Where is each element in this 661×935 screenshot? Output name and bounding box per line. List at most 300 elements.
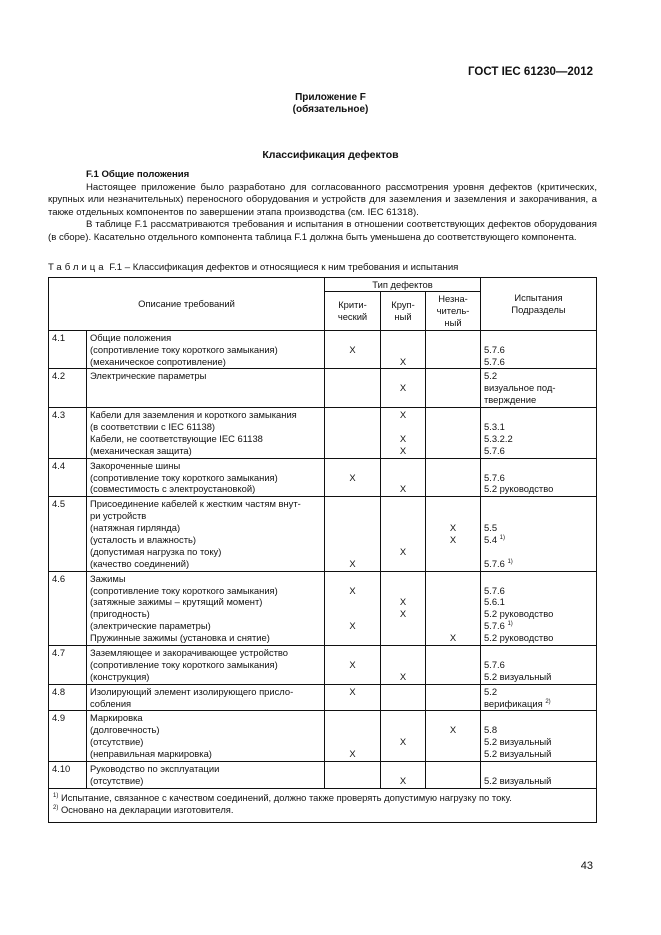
minor-mark [429,546,477,558]
test-subsection-cell [481,458,597,497]
requirement-description-text: Общие положения [90,331,172,343]
minor-mark [429,460,477,472]
requirement-description-text: (натяжная гирлянда) [90,522,181,534]
major-mark [384,647,422,659]
minor-mark-cell [426,458,481,497]
test-subsection [484,736,593,748]
critical-mark-text: X [349,658,356,670]
critical-mark-text: X [349,620,356,632]
requirement-description [90,370,321,382]
test-subsection-text: 5.7.6 [484,658,505,670]
requirement-description [90,344,321,356]
table-row [49,762,597,789]
requirement-description-text: (в соответствии с IEC 61138) [90,420,216,432]
critical-mark-text: X [349,685,356,697]
test-subsection-text: 5.7.6 [484,620,505,632]
requirement-description-text: (электрические параметры) [90,620,211,632]
minor-mark [429,736,477,748]
minor-mark [429,498,477,510]
paragraph: В таблице F.1 рассматриваются требования и испытания в отношении соответствующих дефектов оборудования (в сборе). Касательно отдельного компонента таблица F.1 должна быть уменьшена до соответствующего компонента. [48,219,597,243]
major-mark [384,421,422,433]
major-mark [384,498,422,510]
critical-mark [328,748,377,760]
major-mark [384,356,422,368]
minor-mark [429,686,477,698]
minor-mark [429,585,477,597]
header-critical: Крити- ческий [325,292,381,331]
minor-mark [429,534,477,546]
major-mark-text: X [399,545,407,557]
footnote-ref: 1) [499,534,505,541]
test-subsection-text: 5.7.6 [484,471,505,483]
minor-mark [429,394,477,406]
requirement-description-text: Кабели, не соответствующие IEC 61138 [90,432,263,444]
paragraph: Настоящее приложение было разработано для согласованного рассмотрения уровня дефектов (критических, крупных или незначительных) переносного оборудования и устройств для заземления и заземления и закорачивания, а также отдельных компонентов по завершении этапа производства (см. IEC 61318). [48,181,597,218]
major-mark-cell [381,571,426,645]
requirement-description-text: (отсутствие) [90,774,144,786]
test-subsection [484,596,593,608]
requirement-description [90,546,321,558]
test-subsection [484,534,593,546]
requirement-description [90,445,321,457]
test-subsection-cell [481,497,597,571]
test-subsection-text: тверждение [484,394,537,406]
critical-mark [328,433,377,445]
critical-mark-cell [325,369,381,408]
requirement-description [90,409,321,421]
test-subsection-cell [481,330,597,369]
page-number: 43 [580,860,593,872]
major-mark [384,671,422,683]
critical-mark [328,370,377,382]
test-subsection-text: 5.4 [484,533,498,545]
requirement-number: 4.3 [49,408,87,459]
critical-mark-text: X [349,584,356,596]
major-mark-text: X [399,432,407,444]
minor-mark-cell [426,497,481,571]
table-row [49,369,597,408]
major-mark [384,632,422,644]
minor-mark-cell [426,762,481,789]
test-subsection-text: 5.2 руководство [484,483,554,495]
major-mark-text: X [399,409,407,421]
critical-mark [328,356,377,368]
requirement-description [90,632,321,644]
minor-mark [429,647,477,659]
requirement-description [90,585,321,597]
footnote [53,804,592,816]
requirement-description [90,332,321,344]
test-subsection-text: 5.7.6 [484,584,505,596]
requirement-number: 4.5 [49,497,87,571]
table-row [49,645,597,684]
minor-mark [429,332,477,344]
critical-mark [328,522,377,534]
critical-mark [328,546,377,558]
major-mark [384,596,422,608]
major-mark [384,546,422,558]
table-row [49,571,597,645]
table-row [49,458,597,497]
test-subsection [484,510,593,522]
test-subsection-text: 5.8 [484,724,498,736]
requirement-description [90,356,321,368]
major-mark-cell [381,497,426,571]
requirement-description-text: (сопротивление току короткого замыкания) [90,471,278,483]
major-mark-cell [381,458,426,497]
test-subsection-text: верификация [484,697,543,709]
major-mark-cell [381,645,426,684]
minor-mark [429,382,477,394]
minor-mark-cell [426,645,481,684]
test-subsection-text: 5.3.1 [484,420,505,432]
major-mark [384,775,422,787]
requirement-description [90,620,321,632]
test-subsection-text: 5.2 визуальный [484,670,552,682]
critical-mark [328,712,377,724]
major-mark-cell [381,711,426,762]
requirement-description-cell [87,762,325,789]
test-subsection-text: 5.2 визуальный [484,748,552,760]
minor-mark [429,433,477,445]
caption-prefix: Таблица [48,262,107,273]
critical-mark [328,332,377,344]
minor-mark [429,573,477,585]
test-subsection-text: 5.7.6 [484,355,505,367]
critical-mark [328,596,377,608]
critical-mark [328,608,377,620]
requirement-description [90,671,321,683]
minor-mark [429,763,477,775]
test-subsection-cell [481,645,597,684]
annex-status: (обязательное) [292,104,369,115]
critical-mark [328,409,377,421]
test-subsection-text: 5.7.6 [484,557,505,569]
requirement-description-text: Электрические параметры [90,370,207,382]
requirement-description-text: Пружинные зажимы (установка и снятие) [90,632,270,644]
requirement-description-text: (сопротивление току короткого замыкания) [90,584,278,596]
minor-mark [429,370,477,382]
minor-mark [429,421,477,433]
test-subsection-text: 5.3.2.2 [484,432,513,444]
requirement-description-text: ри устройств [90,510,147,522]
caption-text: F.1 – Классификация дефектов и относящиеся к ним требования и испытания [109,262,459,273]
table-row [49,330,597,369]
critical-mark [328,460,377,472]
major-mark [384,686,422,698]
major-mark [384,659,422,671]
table-caption [48,262,458,273]
test-subsection-text: 5.5 [484,522,498,534]
critical-mark-text: X [349,557,356,569]
critical-mark-cell [325,711,381,762]
critical-mark [328,620,377,632]
header-description: Описание требований [49,278,325,331]
major-mark [384,558,422,570]
critical-mark [328,394,377,406]
test-subsection [484,460,593,472]
test-subsection [484,332,593,344]
header-defect-type: Тип дефектов [325,278,481,292]
critical-mark-cell [325,330,381,369]
minor-mark-cell [426,330,481,369]
test-subsection [484,356,593,368]
critical-mark [328,686,377,698]
major-mark-text: X [399,444,407,456]
major-mark-text: X [399,596,407,608]
critical-mark [328,558,377,570]
table-footnotes [49,788,597,822]
test-subsection [484,558,593,570]
requirement-description-cell [87,645,325,684]
requirement-number: 4.2 [49,369,87,408]
test-subsection [484,608,593,620]
major-mark [384,460,422,472]
critical-mark-cell [325,571,381,645]
critical-mark-cell [325,497,381,571]
major-mark [384,608,422,620]
major-mark [384,724,422,736]
requirement-description [90,460,321,472]
test-subsection [484,498,593,510]
major-mark-cell [381,369,426,408]
requirement-description-cell [87,711,325,762]
test-subsection-cell [481,684,597,711]
requirement-description [90,763,321,775]
critical-mark-text: X [349,471,356,483]
test-subsection [484,394,593,406]
requirement-description-text: Закороченные шины [90,459,181,471]
major-mark-cell [381,408,426,459]
major-mark [384,445,422,457]
requirement-number: 4.6 [49,571,87,645]
requirement-description [90,724,321,736]
minor-mark-text: X [449,522,457,534]
major-mark-cell [381,762,426,789]
critical-mark [328,344,377,356]
test-subsection-text: 5.2 руководство [484,632,554,644]
critical-mark [328,498,377,510]
requirement-description-text: (пригодность) [90,608,150,620]
test-subsection [484,445,593,457]
major-mark-cell [381,684,426,711]
test-subsection [484,344,593,356]
requirement-description-text: (качество соединений) [90,557,190,569]
major-mark [384,736,422,748]
critical-mark [328,724,377,736]
test-subsection [484,546,593,558]
test-subsection-cell [481,711,597,762]
requirement-number: 4.4 [49,458,87,497]
minor-mark [429,724,477,736]
test-subsection [484,712,593,724]
minor-mark [429,632,477,644]
major-mark [384,409,422,421]
critical-mark [328,659,377,671]
table-row [49,497,597,571]
test-subsection [484,763,593,775]
minor-mark-cell [426,684,481,711]
minor-mark [429,712,477,724]
major-mark [384,534,422,546]
footnote-text: Испытание, связанное с качеством соединений, должно также проверять допустимую нагрузку по току. [60,791,512,803]
minor-mark [429,698,477,710]
section-heading: Классификация дефектов [262,149,399,161]
minor-mark [429,671,477,683]
minor-mark-cell [426,571,481,645]
table-row [49,711,597,762]
test-subsection-text: 5.6.1 [484,596,505,608]
requirement-description [90,775,321,787]
critical-mark [328,671,377,683]
major-mark [384,433,422,445]
critical-mark [328,647,377,659]
requirement-description-text: (усталость и влажность) [90,533,196,545]
test-subsection [484,620,593,632]
major-mark [384,472,422,484]
requirement-description-cell [87,497,325,571]
major-mark-text: X [399,736,407,748]
test-subsection [484,409,593,421]
minor-mark [429,659,477,671]
test-subsection-text: 5.2 [484,370,498,382]
test-subsection [484,724,593,736]
critical-mark [328,698,377,710]
requirement-description-cell [87,369,325,408]
requirement-description [90,382,321,394]
requirement-description [90,573,321,585]
critical-mark-cell [325,684,381,711]
minor-mark [429,483,477,495]
major-mark [384,620,422,632]
major-mark-text: X [399,355,407,367]
major-mark [384,394,422,406]
minor-mark [429,445,477,457]
test-subsection [484,370,593,382]
header-minor: Незна- читель- ный [426,292,481,331]
critical-mark [328,573,377,585]
requirement-description-cell [87,408,325,459]
major-mark-cell [381,330,426,369]
critical-mark [328,445,377,457]
major-mark [384,344,422,356]
test-subsection-cell [481,571,597,645]
test-subsection [484,659,593,671]
requirement-description-text: Изолирующий элемент изолирующего присло- [90,685,294,697]
requirement-description [90,686,321,698]
test-subsection [484,647,593,659]
requirement-description-text: Маркировка [90,712,143,724]
requirement-description [90,596,321,608]
section-body [48,169,597,244]
requirement-description-cell [87,330,325,369]
requirement-description [90,510,321,522]
header-major: Круп- ный [381,292,426,331]
test-subsection-cell [481,408,597,459]
major-mark-text: X [399,608,407,620]
test-subsection [484,421,593,433]
minor-mark [429,596,477,608]
major-mark [384,510,422,522]
requirement-description [90,736,321,748]
major-mark [384,522,422,534]
requirement-description [90,421,321,433]
requirement-number: 4.8 [49,684,87,711]
requirement-description-text: (неправильная маркировка) [90,748,212,760]
requirement-description [90,433,321,445]
critical-mark [328,585,377,597]
test-subsection-cell [481,762,597,789]
footnote-text: Основано на декларации изготовителя. [60,803,234,815]
requirement-number: 4.9 [49,711,87,762]
requirement-description [90,522,321,534]
requirement-description [90,483,321,495]
minor-mark-text: X [449,724,457,736]
requirement-description [90,534,321,546]
minor-mark [429,620,477,632]
requirement-description-text: (сопротивление току короткого замыкания) [90,343,278,355]
major-mark [384,712,422,724]
requirement-description-text: Зажимы [90,572,126,584]
footnote-mark: 1) [53,792,59,799]
critical-mark [328,472,377,484]
major-mark [384,332,422,344]
test-subsection-text: 5.2 руководство [484,608,554,620]
critical-mark [328,421,377,433]
requirement-description [90,659,321,671]
critical-mark [328,632,377,644]
test-subsection-text: 5.2 визуальный [484,736,552,748]
requirement-description-text: Заземляющее и закорачивающее устройство [90,646,289,658]
footnote-mark: 2) [53,804,59,811]
minor-mark [429,409,477,421]
requirement-description-cell [87,458,325,497]
test-subsection-text: 5.2 [484,685,498,697]
requirement-description [90,712,321,724]
minor-mark [429,472,477,484]
major-mark [384,698,422,710]
critical-mark [328,763,377,775]
major-mark [384,483,422,495]
test-subsection [484,433,593,445]
minor-mark [429,510,477,522]
test-subsection [484,522,593,534]
footnote-ref: 2) [545,698,551,705]
critical-mark [328,775,377,787]
requirement-description [90,472,321,484]
critical-mark [328,382,377,394]
major-mark [384,573,422,585]
test-subsection [484,632,593,644]
test-subsection-text: 5.7.6 [484,343,505,355]
critical-mark-cell [325,408,381,459]
minor-mark-cell [426,369,481,408]
requirement-description-text: собления [90,697,132,709]
footnote-ref: 1) [507,558,513,565]
requirement-description [90,498,321,510]
annex-title: Приложение F [295,92,366,103]
requirement-description-text: (совместимость с электроустановкой) [90,483,256,495]
requirement-description-text: (конструкция) [90,670,150,682]
test-subsection [484,382,593,394]
requirement-description-text: (сопротивление току короткого замыкания) [90,658,278,670]
defects-table [48,277,597,823]
minor-mark-cell [426,408,481,459]
test-subsection [484,483,593,495]
footnote [53,792,592,804]
test-subsection [484,775,593,787]
critical-mark-text: X [349,748,356,760]
